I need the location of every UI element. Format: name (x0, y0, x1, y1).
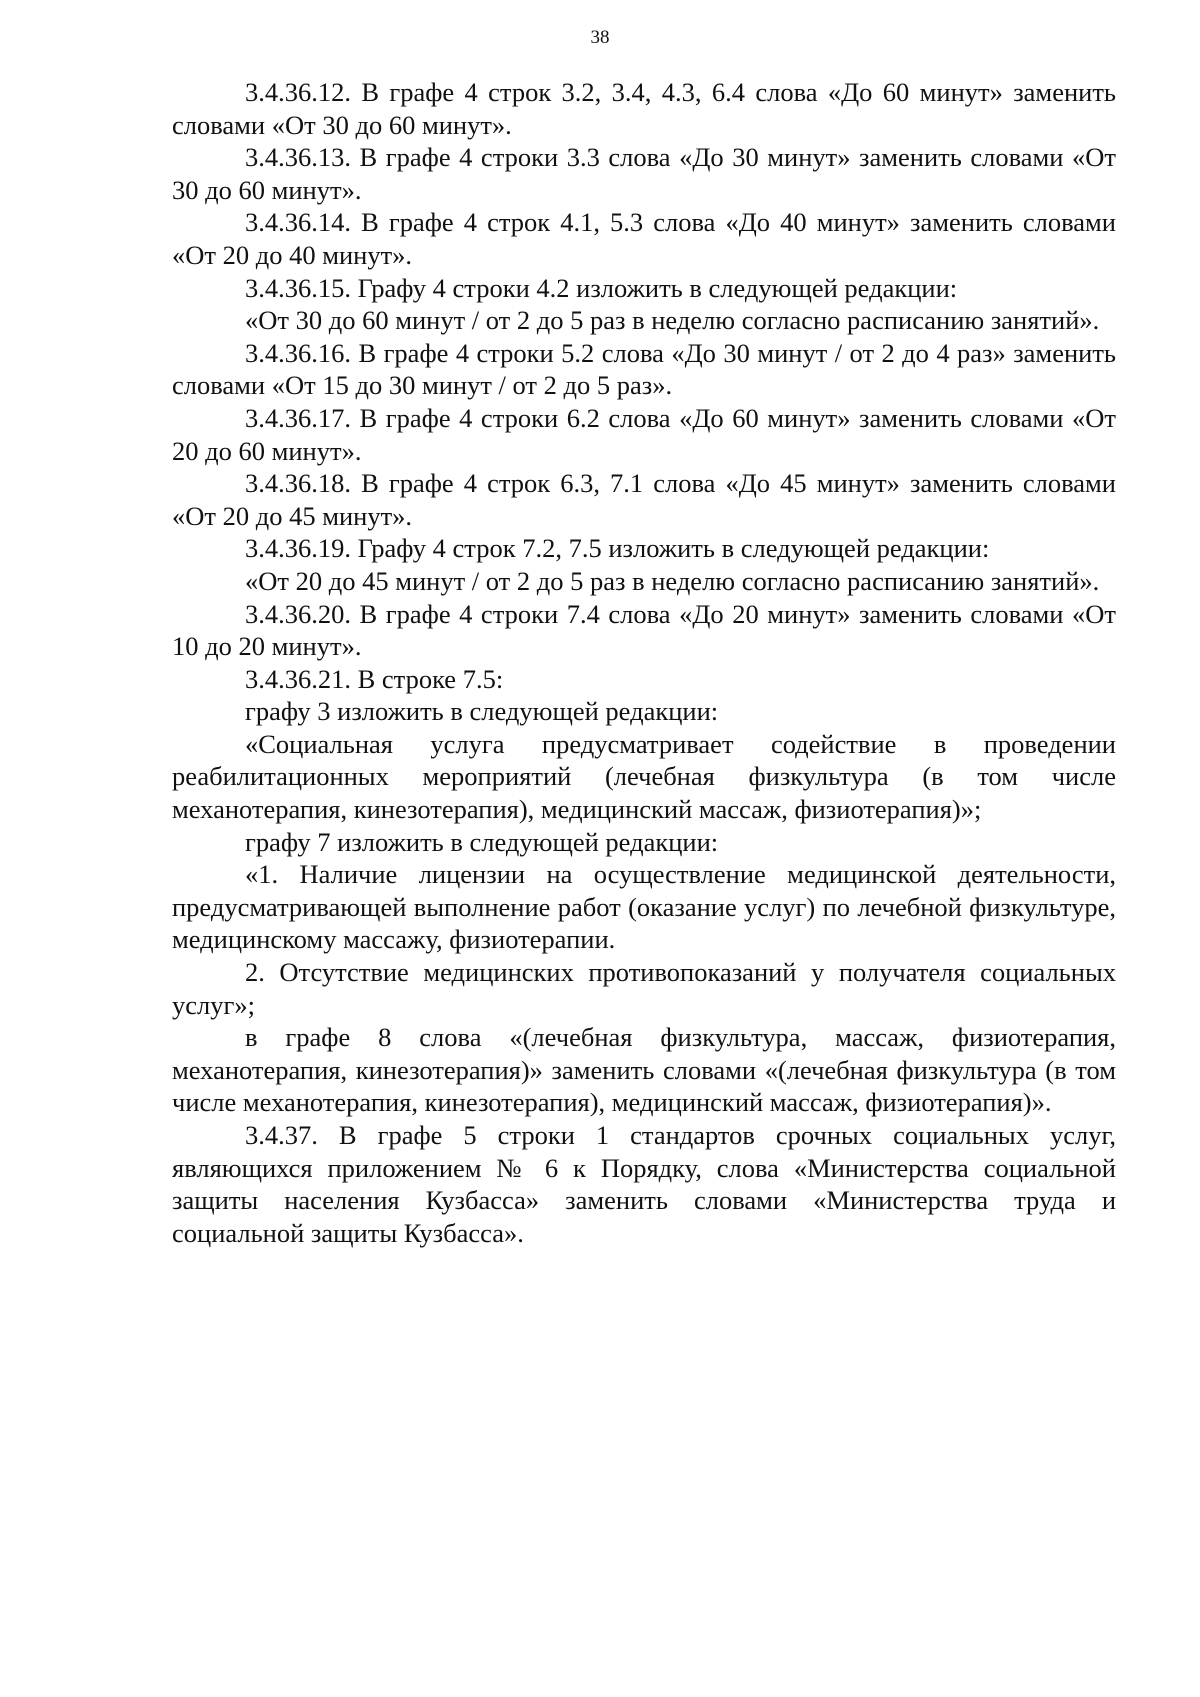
paragraph-3-4-36-16: 3.4.36.16. В графе 4 строки 5.2 слова «До 30 минут / от 2 до 4 раз» заменить словами «От 15 до 30 минут / от 2 до 5 раз». (172, 337, 1116, 401)
paragraph-3-4-36-12: 3.4.36.12. В графе 4 строк 3.2, 3.4, 4.3, 6.4 слова «До 60 минут» заменить словами «От 30 до 60 минут». (172, 77, 1116, 140)
paragraph-3-4-36-21: 3.4.36.21. В строке 7.5: (245, 663, 504, 694)
paragraph-3-4-37: 3.4.37. В графе 5 строки 1 стандартов срочных социальных услуг, являющихся приложением № 6 к Порядку, слова «Министерства социальной защиты населения Кузбасса» заменить словами «Министерства труда и социальной защиты Кузбасса». (172, 1120, 1116, 1248)
paragraph-column-3-quote: «Социальная услуга предусматривает содействие в проведении реабилитационных мероприятий (лечебная физкультура (в том числе механотерапия, кинезотерапия), медицинский массаж, физиотерапия)»; (172, 728, 1116, 825)
paragraph-column-3-intro: графу 3 изложить в следующей редакции: (245, 696, 719, 727)
document-body (172, 76, 1116, 1249)
paragraph-column-7-item-2: 2. Отсутствие медицинских противопоказаний у получателя социальных услуг»; (172, 957, 1116, 1020)
paragraph-3-4-36-13: 3.4.36.13. В графе 4 строки 3.3 слова «До 30 минут» заменить словами «От 30 до 60 минут». (172, 142, 1116, 205)
paragraph-3-4-36-20: 3.4.36.20. В графе 4 строки 7.4 слова «До 20 минут» заменить словами «От 10 до 20 минут». (172, 598, 1116, 662)
paragraph-3-4-36-19: 3.4.36.19. Графу 4 строк 7.2, 7.5 изложить в следующей редакции: (245, 533, 990, 564)
paragraph-column-8: в графе 8 слова «(лечебная физкультура, массаж, физиотерапия, механотерапия, кинезотерапия)» заменить словами «(лечебная физкультура (в том числе механотерапия, кинезотерапия), медицинский массаж, физиотерапия)». (172, 1022, 1116, 1118)
paragraph-quote-7-2: «От 20 до 45 минут / от 2 до 5 раз в неделю согласно расписанию занятий». (245, 565, 1100, 596)
paragraph-3-4-36-17: 3.4.36.17. В графе 4 строки 6.2 слова «До 60 минут» заменить словами «От 20 до 60 минут». (172, 402, 1116, 466)
paragraph-quote-4-2: «От 30 до 60 минут / от 2 до 5 раз в неделю согласно расписанию занятий». (245, 305, 1100, 336)
paragraph-column-7-intro: графу 7 изложить в следующей редакции: (245, 826, 719, 857)
paragraph-3-4-36-18: 3.4.36.18. В графе 4 строк 6.3, 7.1 слова «До 45 минут» заменить словами «От 20 до 45 минут». (172, 468, 1116, 531)
paragraph-3-4-36-15: 3.4.36.15. Графу 4 строки 4.2 изложить в следующей редакции: (245, 272, 958, 303)
page-number: 38 (590, 27, 610, 48)
paragraph-column-7-item-1: «1. Наличие лицензии на осуществление медицинской деятельности, предусматривающей выполнение работ (оказание услуг) по лечебной физкультуре, медицинскому массажу, физиотерапии. (172, 859, 1116, 955)
paragraph-3-4-36-14: 3.4.36.14. В графе 4 строк 4.1, 5.3 слова «До 40 минут» заменить словами «От 20 до 40 минут». (172, 207, 1116, 270)
